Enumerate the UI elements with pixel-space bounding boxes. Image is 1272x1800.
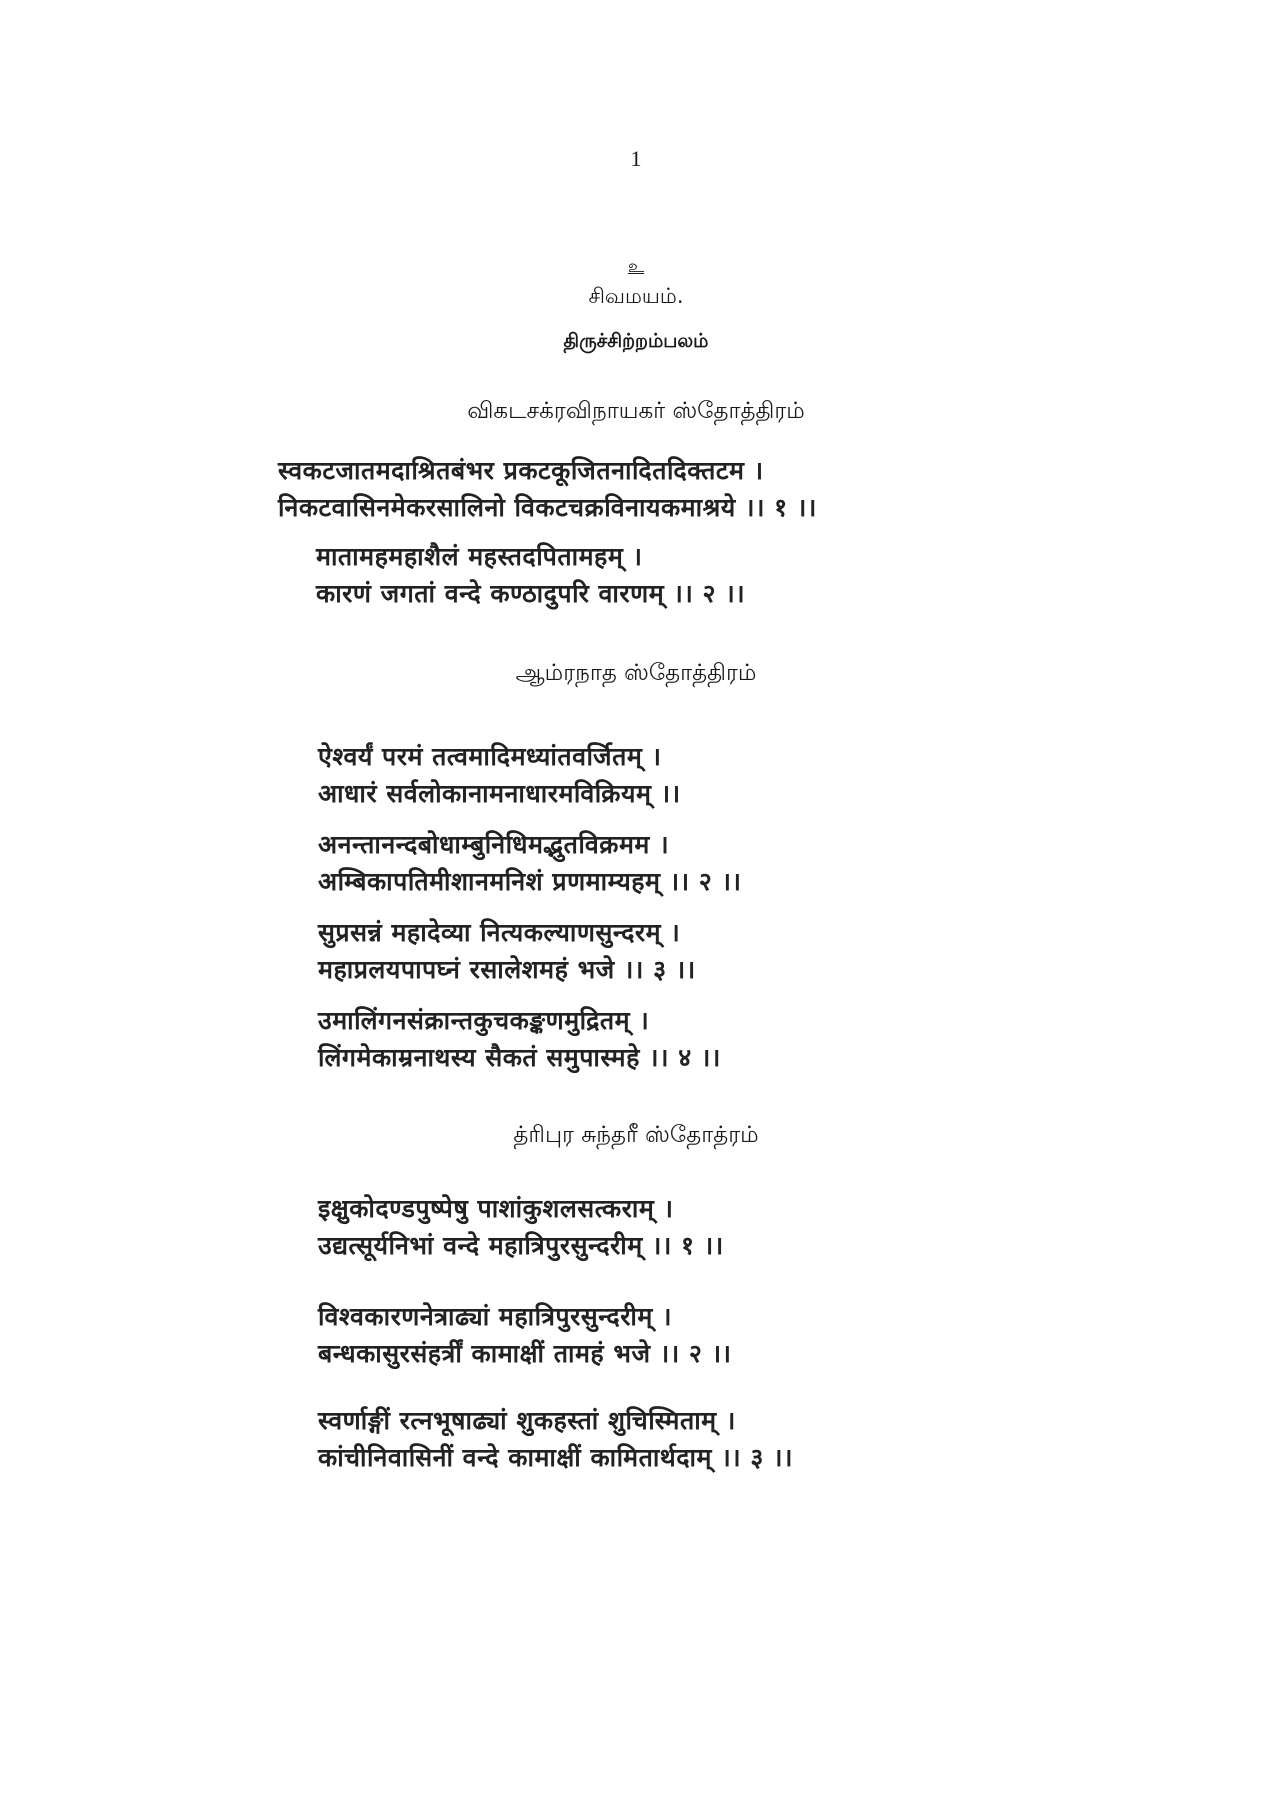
verse-line: ऐश्वर्यं परमं तत्वमादिमध्यांतवर्जितम् । (318, 742, 662, 771)
verse-line: सुप्रसन्नं महादेव्या नित्यकल्याणसुन्दरम् । (318, 918, 681, 947)
verse-line: आधारं सर्वलोकानामनाधारमविक्रियम् ।। (318, 779, 681, 808)
section-heading-amranatha: ஆம்ரநாத ஸ்தோத்திரம் (515, 660, 757, 686)
verse-line: स्वर्णाङ्गीं रत्नभूषाढ्यां शुकहस्तां शुचिस्मिताम् । (318, 1406, 736, 1435)
verse-line: उद्यत्सूर्यनिभां वन्दे महात्रिपुरसुन्दरीम् ।। १ ।। (318, 1231, 724, 1260)
verse-block (318, 826, 741, 900)
verse-block (318, 1002, 721, 1076)
verse-line: अम्बिकापतिमीशानमनिशं प्रणमाम्यहम् ।। २ ।। (318, 867, 742, 896)
verse-block (318, 914, 696, 988)
verse-block (278, 452, 817, 526)
section-heading-tripura-sundari: த்ரிபுர சுந்தரீ ஸ்தோத்ரம் (513, 1122, 759, 1148)
verse-line: मातामहमहाशैलं महस्तदपितामहम् । (316, 542, 643, 571)
verse-line: कारणं जगतां वन्दे कण्ठादुपरि वारणम् ।। २ ।। (316, 579, 746, 608)
tiruchitrambalam-line: திருச்சிற்றம்பலம் (563, 330, 709, 352)
verse-line: लिंगमेकाम्रनाथस्य सैकतं समुपास्महे ।। ४ ।। (318, 1043, 721, 1072)
verse-line: बन्धकासुरसंहर्त्रीं कामाक्षीं तामहं भजे ।। २ ।। (318, 1339, 732, 1368)
verse-line: निकटवासिनमेकरसालिनो विकटचक्रविनायकमाश्रये ।। १ ।। (278, 493, 817, 522)
verse-block (318, 1298, 732, 1372)
sivamayam-line: சிவமயம். (588, 284, 684, 308)
section-heading-vikatachakra: விகடசக்ரவிநாயகர் ஸ்தோத்திரம் (467, 398, 805, 424)
verse-block (318, 738, 681, 812)
verse-line: महाप्रलयपापघ्नं रसालेशमहं भजे ।। ३ ।। (318, 955, 696, 984)
verse-line: स्वकटजातमदाश्रितबंभर प्रकटकूजितनादितदिक्तटम । (278, 456, 764, 485)
verse-line: कांचीनिवासिनीं वन्दे कामाक्षीं कामितार्थदाम् ।। ३ ।। (318, 1443, 793, 1472)
verse-block (316, 538, 745, 612)
verse-block (318, 1402, 793, 1476)
verse-line: इक्षुकोदण्डपुष्पेषु पाशांकुशलसत्कराम् । (318, 1194, 674, 1223)
verse-line: विश्वकारणनेत्राढ्यां महात्रिपुरसुन्दरीम् । (318, 1302, 673, 1331)
verse-line: अनन्तानन्दबोधाम्बुनिधिमद्भुतविक्रमम । (318, 830, 670, 859)
page-number: 1 (630, 146, 642, 171)
verse-line: उमालिंगनसंक्रान्तकुचकङ्कणमुद्रितम् । (318, 1006, 650, 1035)
pillaiyar-suzhi-symbol: உ (627, 256, 645, 277)
verse-block (318, 1190, 724, 1264)
